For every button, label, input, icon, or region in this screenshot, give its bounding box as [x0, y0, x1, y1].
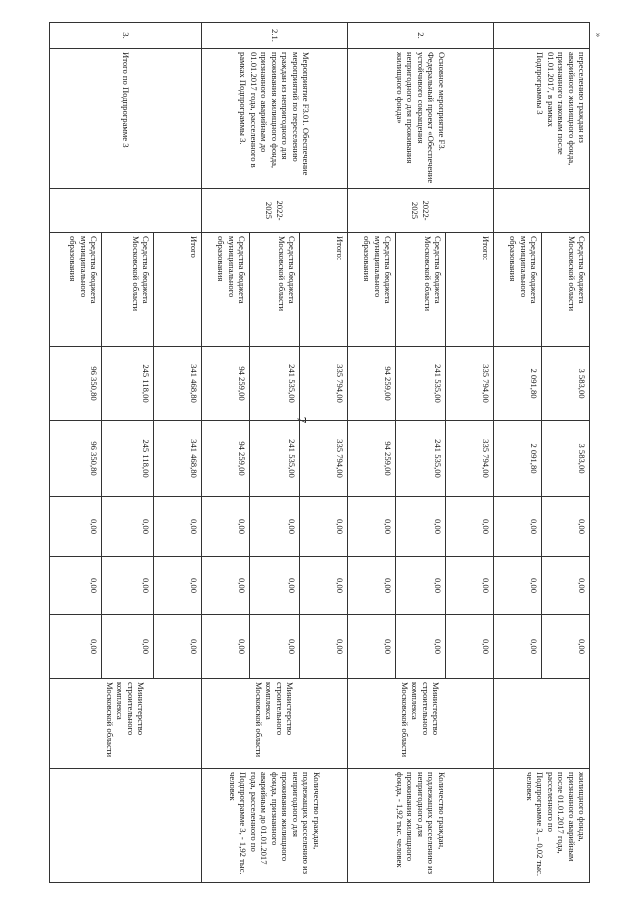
funding-source: Средства бюджета муниципального образования	[494, 233, 542, 347]
value-2023: 0,00	[154, 497, 202, 557]
total-value: 94 259,00	[348, 347, 396, 421]
value-2023: 0,00	[202, 497, 250, 557]
total-value: 241 535,00	[250, 347, 300, 421]
rotated-page	[50, 22, 590, 882]
value-2022: 335 794,00	[446, 421, 494, 497]
measure-name: Основное мероприятие F3. Федеральный проект «Обеспечение устойчивого сокращения непригодного для проживания жилищного фонда»	[348, 49, 494, 189]
value-2024: 0,00	[494, 557, 542, 615]
funding-source: Средства бюджета Московской области	[102, 233, 154, 347]
value-2024: 0,00	[50, 557, 102, 615]
funding-source: Средства бюджета муниципального образования	[348, 233, 396, 347]
value-2022: 2 091,80	[494, 421, 542, 497]
value-2022: 96 350,80	[50, 421, 102, 497]
value-2022: 241 535,00	[250, 421, 300, 497]
period	[50, 189, 202, 233]
executor: Министерство строительного комплекса Московской области	[348, 679, 494, 769]
value-2024: 0,00	[396, 557, 446, 615]
table-row	[154, 23, 202, 883]
funding-source: Итого:	[300, 233, 348, 347]
total-value: 245 118,00	[102, 347, 154, 421]
value-2024: 0,00	[202, 557, 250, 615]
value-2024: 0,00	[250, 557, 300, 615]
row-index: 2.1.	[202, 23, 348, 49]
total-value: 241 535,00	[396, 347, 446, 421]
period: 2022-2025	[202, 189, 348, 233]
measure-name: переселению граждан из аварийного жилищного фонда, признанного таковым после 01.01.2017, в рамках Подпрограммы 3	[494, 49, 590, 189]
funding-source: Средства бюджета Московской области	[542, 233, 590, 347]
total-value: 335 794,00	[446, 347, 494, 421]
value-2025: 0,00	[396, 615, 446, 679]
row-index	[494, 23, 590, 49]
measure-name: Мероприятие F3.01. Обеспечение мероприятий по переселению граждан из непригодного для проживания жилищного фонда, признанного аварийным до 01.01.2017 года, расселенного в рамках Подпрограммы 3.	[202, 49, 348, 189]
total-value: 335 794,00	[300, 347, 348, 421]
value-2023: 0,00	[396, 497, 446, 557]
value-2025: 0,00	[102, 615, 154, 679]
value-2024: 0,00	[300, 557, 348, 615]
value-2023: 0,00	[348, 497, 396, 557]
executor: Министерство строительного комплекса Московской области	[50, 679, 202, 769]
total-value: 3 583,00	[542, 347, 590, 421]
row-index: 2.	[348, 23, 494, 49]
value-2025: 0,00	[300, 615, 348, 679]
value-2024: 0,00	[102, 557, 154, 615]
funding-source: Итого	[154, 233, 202, 347]
table-row	[300, 23, 348, 883]
program-table	[49, 22, 590, 883]
row-index: 3.	[50, 23, 202, 49]
value-2025: 0,00	[542, 615, 590, 679]
funding-source: Средства бюджета Московской области	[396, 233, 446, 347]
funding-source: Средства бюджета муниципального образования	[50, 233, 102, 347]
value-2022: 335 794,00	[300, 421, 348, 497]
value-2025: 0,00	[494, 615, 542, 679]
value-2023: 0,00	[300, 497, 348, 557]
value-2024: 0,00	[348, 557, 396, 615]
value-2022: 94 259,00	[348, 421, 396, 497]
value-2022: 245 118,00	[102, 421, 154, 497]
value-2023: 0,00	[494, 497, 542, 557]
period	[494, 189, 590, 233]
value-2022: 341 468,80	[154, 421, 202, 497]
total-value: 96 350,80	[50, 347, 102, 421]
funding-source: Итого:	[446, 233, 494, 347]
table-row	[446, 23, 494, 883]
value-2023: 0,00	[102, 497, 154, 557]
value-2025: 0,00	[250, 615, 300, 679]
value-2022: 94 259,00	[202, 421, 250, 497]
value-2025: 0,00	[50, 615, 102, 679]
value-2025: 0,00	[348, 615, 396, 679]
value-2022: 241 535,00	[396, 421, 446, 497]
stray-mark: »	[593, 32, 604, 38]
value-2024: 0,00	[154, 557, 202, 615]
table-row	[542, 23, 590, 883]
expected-result	[50, 769, 202, 883]
expected-result: Количество граждан, подлежащих расселению из непригодного для проживания жилищного фонда, - 1,92 тыс. человек	[348, 769, 494, 883]
total-value: 2 091,80	[494, 347, 542, 421]
value-2024: 0,00	[446, 557, 494, 615]
value-2025: 0,00	[446, 615, 494, 679]
value-2025: 0,00	[202, 615, 250, 679]
measure-name: Итого по Подпрограмме 3	[50, 49, 202, 189]
value-2023: 0,00	[446, 497, 494, 557]
expected-result: Количество граждан, подлежащих расселению из непригодного для проживания жилищного фонда, признанного аварийным до 01.01.2017 года, расселенного по Подпрограмме 3, - 1,92 тыс. человек	[202, 769, 348, 883]
expected-result: жилищного фонда, признанного аварийным после 01.01.2017 года, расселенного по Подпрограмме 3, – 0,02 тыс. человек	[494, 769, 590, 883]
value-2024: 0,00	[542, 557, 590, 615]
executor: Министерство строительного комплекса Московской области	[202, 679, 348, 769]
total-value: 341 468,80	[154, 347, 202, 421]
value-2023: 0,00	[542, 497, 590, 557]
total-value: 94 259,00	[202, 347, 250, 421]
period: 2022-2025	[348, 189, 494, 233]
value-2025: 0,00	[154, 615, 202, 679]
funding-source: Средства бюджета Московской области	[250, 233, 300, 347]
value-2023: 0,00	[50, 497, 102, 557]
funding-source: Средства бюджета муниципального образования	[202, 233, 250, 347]
value-2023: 0,00	[250, 497, 300, 557]
value-2022: 3 583,00	[542, 421, 590, 497]
executor	[494, 679, 590, 769]
page-number: 7	[294, 416, 310, 424]
